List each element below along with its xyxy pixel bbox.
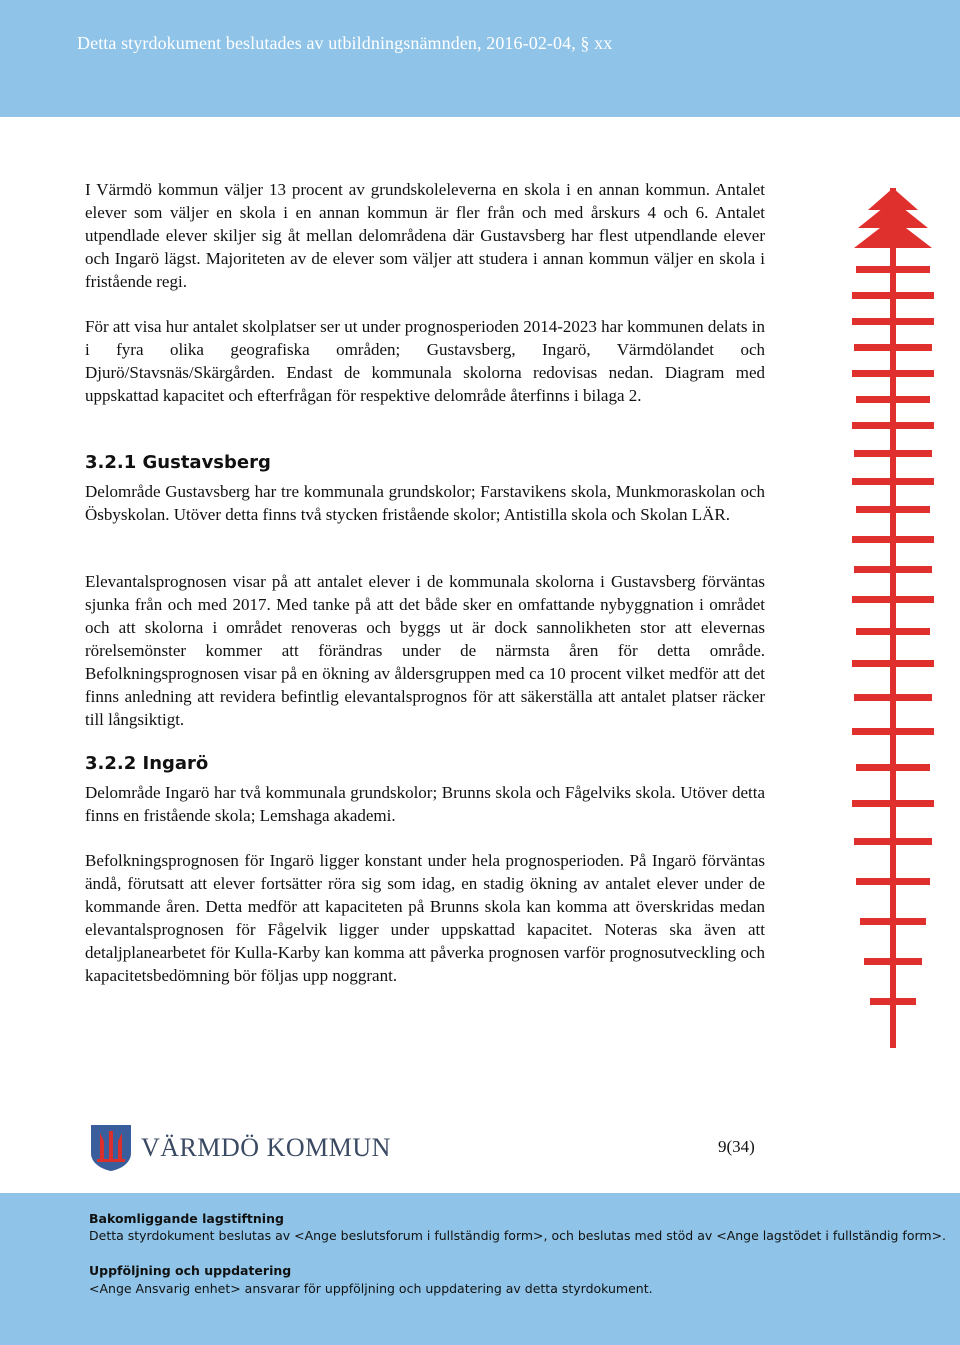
header-title: Detta styrdokument beslutades av utbildningsnämnden, 2016-02-04, § xx	[77, 33, 613, 53]
varmdo-logo	[91, 1124, 391, 1172]
logo-text: VÄRMDÖ KOMMUN	[141, 1133, 391, 1162]
heading-gustavsberg: 3.2.1 Gustavsberg	[85, 452, 271, 473]
footer-heading-uppfoljning: Uppföljning och uppdatering	[89, 1263, 292, 1278]
paragraph-delomraden: För att visa hur antalet skolplatser ser ut under prognosperioden 2014-2023 har kommunen delats in i fyra olika geografiska områden; Gustavsberg, Ingarö, Värmdölandet och Djurö/Stavsnäs/Skärgården. Endast de kommunala skolorna redovisas nedan. Diagram med uppskattad kapacitet och efterfrågan för respektive delområde återfinns i bilaga 2.	[85, 317, 765, 405]
heading-ingaro: 3.2.2 Ingarö	[85, 753, 209, 774]
coat-of-arms-icon	[91, 1125, 131, 1171]
paragraph-ingaro-skolor: Delområde Ingarö har två kommunala grundskolor; Brunns skola och Fågelviks skola. Utöver detta finns en fristående skola; Lemshaga akademi.	[85, 783, 765, 825]
paragraph-ingaro-prognos: Befolkningsprognosen för Ingarö ligger konstant under hela prognosperioden. På Ingarö förväntas ändå, förutsatt att elever fortsätter röra sig som idag, en stadig ökning av antalet elever under de kommande åren. Detta medför att kapaciteten på Brunns skola kan komma att överskridas medan elevantalsprognosen för Fågelvik ligger under uppskattad kapacitet. Noteras ska även att detaljplanearbetet för Kulla-Karby kan komma att påverka prognosen varför prognosutveckling och kapacitetsbedömning bör följas upp noggrant.	[85, 851, 765, 985]
footer-heading-lagstiftning: Bakomliggande lagstiftning	[89, 1211, 284, 1226]
paragraph-gustavsberg-prognos: Elevantalsprognosen visar på att antalet elever i de kommunala skolorna i Gustavsberg förväntas sjunka från och med 2017. Med tanke på att det både sker en omfattande nybyggnation i området och att skolorna i området renoveras och byggs ut är dock sannolikheten stor att elevernas rörelsemönster kommer att förändras under de närmsta åren för detta område. Befolkningsprognosen visar på en ökning av åldersgruppen med ca 10 procent vilket medför att det finns anledning att revidera befintlig elevantalsprognos för att säkerställa att antalet platser räcker till långsiktigt.	[85, 572, 765, 729]
footer-text-lagstiftning: Detta styrdokument beslutas av <Ange beslutsforum i fullständig form>, och beslutas med stöd av <Ange lagstödet i fullständig form>.	[89, 1228, 947, 1243]
paragraph-utpendling: I Värmdö kommun väljer 13 procent av grundskoleleverna en skola i en annan kommun. Antalet elever som väljer en skola i en annan kommun är fler från och med årskurs 4 och 6. Antalet utpendlade elever skiljer sig åt mellan delområdena där Gustavsberg har flest utpendlande elever och Ingarö lägst. Majoriteten av de elever som väljer att studera i annan kommun väljer en skola i fristående regi.	[85, 180, 765, 291]
header-band	[0, 0, 960, 117]
tree-decoration-icon	[848, 188, 938, 1048]
paragraph-gustavsberg-skolor: Delområde Gustavsberg har tre kommunala grundskolor; Farstavikens skola, Munkmoraskolan och Ösbyskolan. Utöver detta finns två stycken fristående skolor; Antistilla skola och Skolan LÄR.	[85, 482, 765, 524]
footer-band	[0, 1193, 960, 1345]
footer-text-uppfoljning: <Ange Ansvarig enhet> ansvarar för uppföljning och uppdatering av detta styrdokument.	[89, 1281, 653, 1296]
page-number: 9(34)	[718, 1137, 755, 1156]
